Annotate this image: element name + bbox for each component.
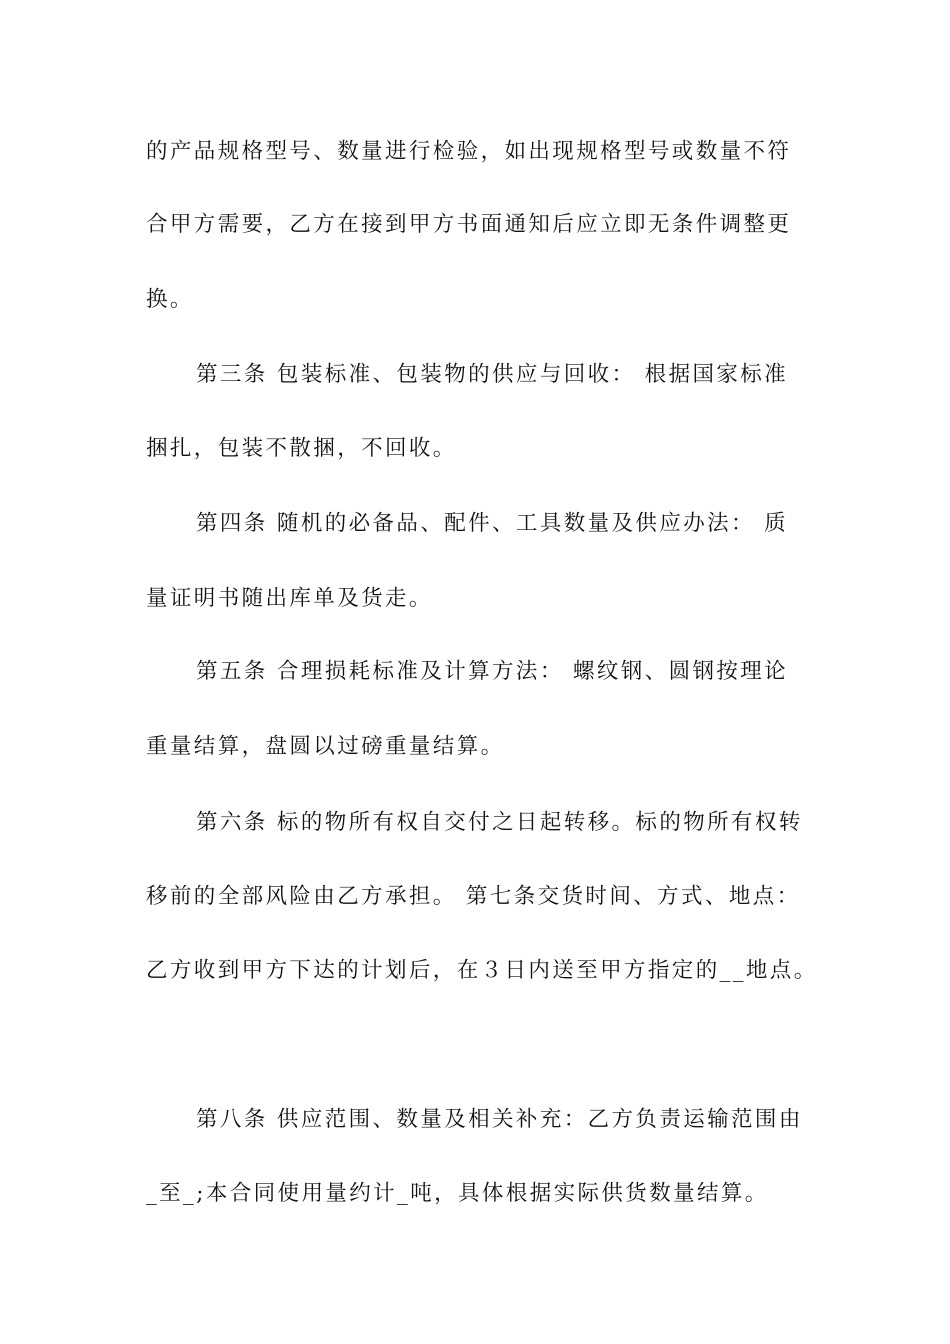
text-line-1: 的产品规格型号、数量进行检验，如出现规格型号或数量不符 [146,139,792,164]
article-3-heading-line: 第三条 包装标准、包装物的供应与回收： 根据国家标准 [196,362,789,387]
text-line-11: 移前的全部风险由乙方承担。 第七条交货时间、方式、地点： [146,884,801,909]
article-6-heading-line: 第六条 标的物所有权自交付之日起转移。标的物所有权转 [196,810,803,835]
article-5-heading-line: 第五条 合理损耗标准及计算方法： 螺纹钢、圆钢按理论 [196,659,789,684]
text-line-2: 合甲方需要，乙方在接到甲方书面通知后应立即无条件调整更 [146,212,792,237]
text-line-14: _至_;本合同使用量约计_吨，具体根据实际供货数量结算。 [146,1181,769,1206]
text-line-12: 乙方收到甲方下达的计划后，在３日内送至甲方指定的__地点。 [146,958,818,983]
article-8-heading-line: 第八条 供应范围、数量及相关补充：乙方负责运输范围由 [196,1107,803,1132]
text-line-3: 换。 [146,287,194,312]
article-4-heading-line: 第四条 随机的必备品、配件、工具数量及供应办法： 质 [196,511,789,536]
text-line-7: 量证明书随出库单及货走。 [146,586,433,611]
text-line-5: 捆扎，包装不散捆，不回收。 [146,436,457,461]
text-line-9: 重量结算，盘圆以过磅重量结算。 [146,734,505,759]
